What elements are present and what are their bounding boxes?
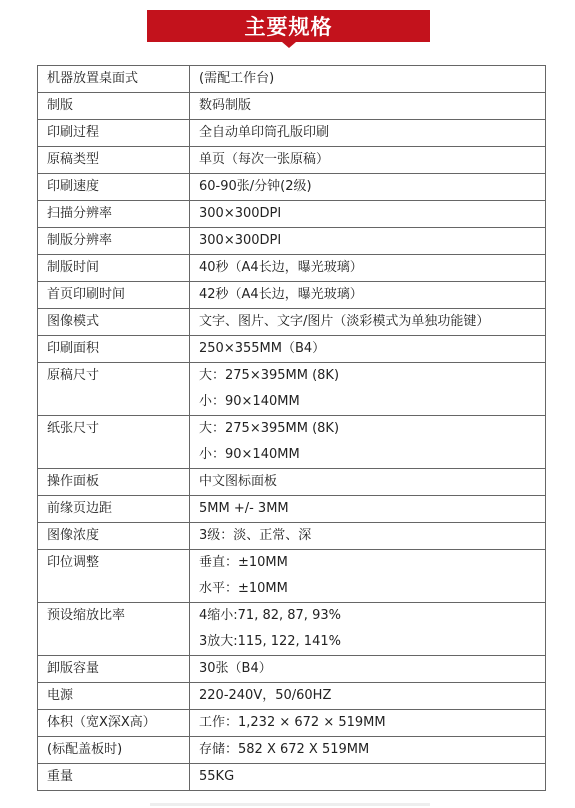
spec-value: 垂直：±10MM [199,555,288,570]
spec-table [37,65,546,791]
spec-label-cell [38,336,190,363]
spec-value: 300×300DPI [199,206,282,221]
spec-value-cell [190,363,546,416]
spec-value: 250×355MM（B4） [199,341,326,356]
table-row [38,147,546,174]
spec-label: 操作面板 [47,474,100,489]
spec-value-cell [190,737,546,764]
spec-value: 55KG [199,769,235,784]
spec-label-cell [38,228,190,255]
spec-label: 首页印刷时间 [47,287,126,302]
spec-value: 3放大:115, 122, 141% [199,634,341,649]
spec-value-cell [190,93,546,120]
spec-label: 原稿类型 [47,152,100,167]
spec-value: 5MM +/- 3MM [199,501,289,516]
spec-value-cell [190,469,546,496]
table-row [38,309,546,336]
spec-value: 存储：582 X 672 X 519MM [199,742,370,757]
spec-label-cell [38,255,190,282]
spec-value: 30张（B4） [199,661,272,676]
table-row [38,336,546,363]
spec-label: 图像浓度 [47,528,100,543]
spec-label: 重量 [47,769,74,784]
spec-table-body [38,66,546,791]
spec-value-cell [190,228,546,255]
section-title-banner [147,10,430,42]
spec-label: 印刷速度 [47,179,100,194]
spec-value: 全自动单印筒孔版印刷 [199,125,330,140]
spec-label-cell [38,66,190,93]
spec-value: 中文图标面板 [199,474,278,489]
table-row [38,496,546,523]
table-row [38,93,546,120]
spec-label: 制版时间 [47,260,100,275]
table-row [38,523,546,550]
spec-label: 卸版容量 [47,661,100,676]
table-row [38,416,546,469]
spec-value-cell [190,336,546,363]
spec-value-cell [190,66,546,93]
spec-value-cell [190,603,546,656]
spec-label-cell [38,416,190,469]
table-row [38,469,546,496]
spec-label-cell [38,309,190,336]
table-row [38,201,546,228]
table-row [38,174,546,201]
spec-label: 机器放置桌面式 [47,71,139,86]
spec-value-cell [190,656,546,683]
table-row [38,550,546,603]
table-row [38,603,546,656]
spec-value-cell [190,147,546,174]
footer-divider [150,803,430,806]
section-title: 主要规格 [244,15,333,39]
spec-value-cell [190,496,546,523]
spec-label-cell [38,523,190,550]
spec-label-cell [38,120,190,147]
spec-label: 图像模式 [47,314,100,329]
spec-value: 40秒（A4长边，曝光玻璃） [199,260,363,275]
spec-label: 印刷面积 [47,341,100,356]
spec-label-cell [38,656,190,683]
spec-value: 水平：±10MM [199,581,288,596]
spec-value-cell [190,282,546,309]
spec-label-cell [38,201,190,228]
spec-value-cell [190,710,546,737]
spec-label: 前缘页边距 [47,501,113,516]
spec-label-cell [38,496,190,523]
spec-value-cell [190,416,546,469]
spec-label: 预设缩放比率 [47,608,126,623]
spec-label-cell [38,683,190,710]
table-row [38,737,546,764]
spec-label: 印位调整 [47,555,100,570]
spec-value-cell [190,201,546,228]
spec-value-cell [190,523,546,550]
table-row [38,120,546,147]
spec-value: 数码制版 [199,98,252,113]
spec-label-cell [38,737,190,764]
spec-value-cell [190,174,546,201]
table-row [38,764,546,791]
table-row [38,710,546,737]
spec-value: 220-240V，50/60HZ [199,688,332,703]
banner-notch [282,42,296,48]
table-row [38,363,546,416]
spec-value-cell [190,764,546,791]
spec-value-cell [190,255,546,282]
spec-value: 小：90×140MM [199,394,300,409]
spec-label: 印刷过程 [47,125,100,140]
spec-label: 原稿尺寸 [47,368,100,383]
spec-label-cell [38,764,190,791]
spec-label-cell [38,603,190,656]
spec-value-cell [190,120,546,147]
spec-value-cell [190,683,546,710]
table-row [38,282,546,309]
spec-label-cell [38,282,190,309]
table-row [38,66,546,93]
spec-value: 文字、图片、文字/图片（淡彩模式为单独功能键） [199,314,490,329]
spec-label-cell [38,147,190,174]
spec-label: 扫描分辨率 [47,206,113,221]
spec-value: 60-90张/分钟(2级) [199,179,312,194]
spec-label-cell [38,469,190,496]
spec-value: 300×300DPI [199,233,282,248]
spec-label: 纸张尺寸 [47,421,100,436]
spec-value: 大：275×395MM (8K) [199,421,340,436]
spec-label-cell [38,363,190,416]
spec-label: 电源 [47,688,74,703]
spec-label: (标配盖板时) [47,742,123,757]
spec-label-cell [38,93,190,120]
spec-label: 制版分辨率 [47,233,113,248]
spec-label: 制版 [47,98,74,113]
spec-value: 小：90×140MM [199,447,300,462]
spec-value: 单页（每次一张原稿） [199,152,330,167]
spec-label-cell [38,710,190,737]
spec-value-cell [190,550,546,603]
spec-value-cell [190,309,546,336]
spec-value: (需配工作台) [199,71,275,86]
spec-label-cell [38,174,190,201]
spec-value: 大：275×395MM (8K) [199,368,340,383]
table-row [38,255,546,282]
table-row [38,656,546,683]
spec-value: 工作：1,232 × 672 × 519MM [199,715,386,730]
spec-value: 42秒（A4长边，曝光玻璃） [199,287,363,302]
table-row [38,683,546,710]
table-row [38,228,546,255]
spec-label-cell [38,550,190,603]
spec-label: 体积（宽X深X高） [47,715,156,730]
spec-value: 3级：淡、正常、深 [199,528,312,543]
spec-value: 4缩小:71, 82, 87, 93% [199,608,341,623]
